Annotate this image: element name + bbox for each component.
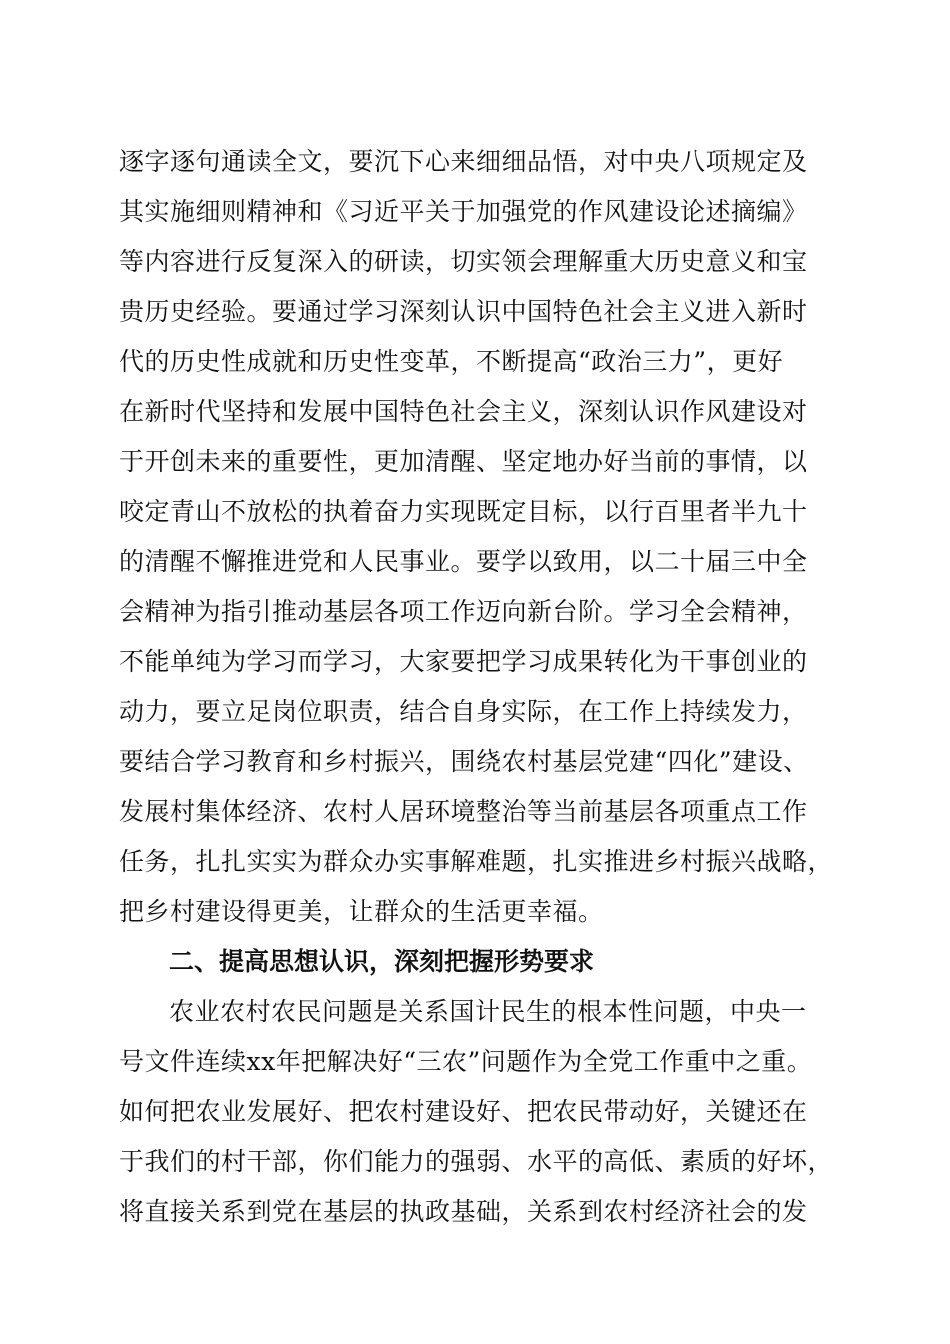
paragraph-line: 会精神为指引推动基层各项工作迈向新台阶。学习全会精神， [119, 597, 808, 626]
document-body [119, 137, 839, 1237]
paragraph-line: 农业农村农民问题是关系国计民生的根本性问题，中央一 [169, 997, 807, 1026]
section-heading: 二、提高思想认识，深刻把握形势要求 [169, 947, 595, 976]
paragraph-line: 逐字逐句通读全文，要沉下心来细细品悟，对中央八项规定及 [119, 147, 808, 176]
paragraph-line: 于开创未来的重要性，更加清醒、坚定地办好当前的事情，以 [119, 447, 808, 476]
paragraph-line: 如何把农业发展好、把农村建设好、把农民带动好，关键还在 [119, 1097, 808, 1126]
paragraph-line: 其实施细则精神和《习近平关于加强党的作风建设论述摘编》 [119, 197, 808, 226]
paragraph-line: 把乡村建设得更美，让群众的生活更幸福。 [119, 897, 604, 926]
paragraph-line: 发展村集体经济、农村人居环境整治等当前基层各项重点工作 [119, 797, 808, 826]
paragraph-line: 于我们的村干部，你们能力的强弱、水平的高低、素质的好坏， [119, 1147, 834, 1176]
paragraph-line: 任务，扎扎实实为群众办实事解难题，扎实推进乡村振兴战略， [119, 847, 834, 876]
paragraph-line: 在新时代坚持和发展中国特色社会主义，深刻认识作风建设对 [119, 397, 808, 426]
paragraph-line: 动力，要立足岗位职责，结合自身实际，在工作上持续发力， [119, 697, 808, 726]
paragraph-line: 要结合学习教育和乡村振兴，围绕农村基层党建“四化”建设、 [119, 747, 809, 776]
paragraph-line: 咬定青山不放松的执着奋力实现既定目标，以行百里者半九十 [119, 497, 808, 526]
paragraph-line: 的清醒不懈推进党和人民事业。要学以致用，以二十届三中全 [119, 547, 808, 576]
paragraph-line: 号文件连续xx年把解决好“三农”问题作为全党工作重中之重。 [119, 1047, 813, 1076]
paragraph-line: 代的历史性成就和历史性变革，不断提高“政治三力”，更好 [119, 347, 784, 376]
paragraph-line: 将直接关系到党在基层的执政基础，关系到农村经济社会的发 [119, 1197, 808, 1226]
paragraph-line: 贵历史经验。要通过学习深刻认识中国特色社会主义进入新时 [119, 297, 808, 326]
paragraph-line: 不能单纯为学习而学习，大家要把学习成果转化为干事创业的 [119, 647, 808, 676]
paragraph-line: 等内容进行反复深入的研读，切实领会理解重大历史意义和宝 [119, 247, 808, 276]
